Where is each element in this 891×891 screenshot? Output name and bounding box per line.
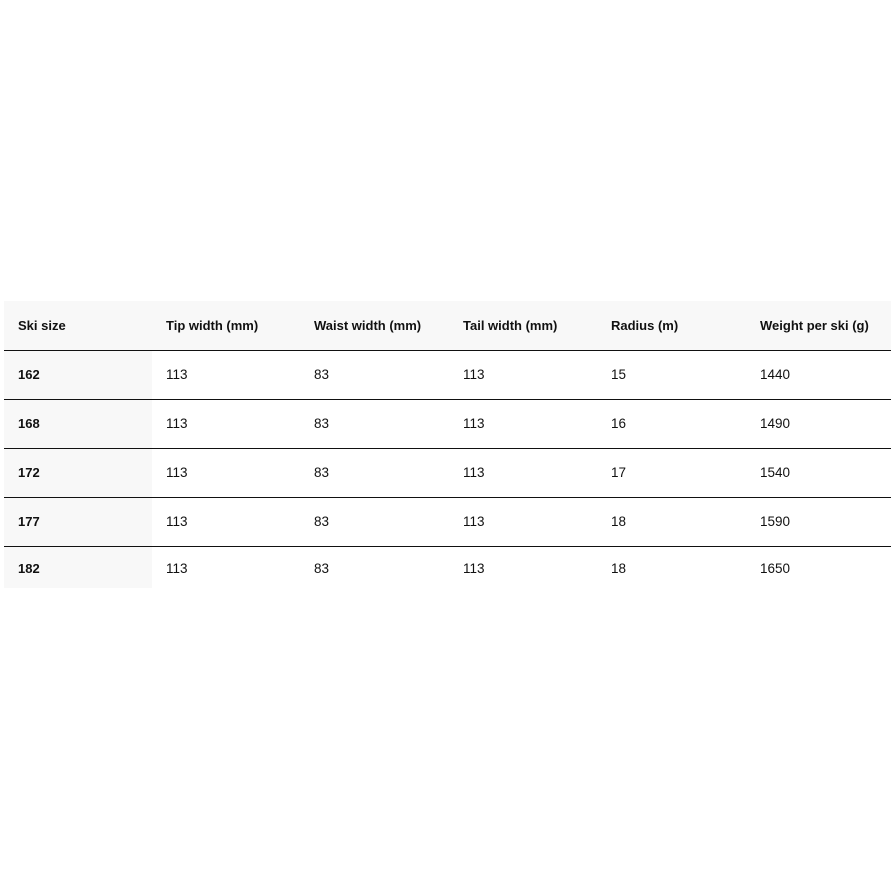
tip-width-cell: 113 [166, 465, 188, 480]
ski-size-cell: 182 [4, 546, 152, 588]
table-row [4, 350, 891, 399]
weight-cell: 1490 [760, 416, 791, 431]
tail-width-cell: 113 [463, 367, 485, 382]
waist-width-cell: 83 [314, 465, 330, 480]
header-radius: Radius (m) [611, 317, 679, 333]
header-ski-size: Ski size [18, 317, 66, 333]
tip-width-cell: 113 [166, 416, 188, 431]
tail-width-cell: 113 [463, 416, 485, 431]
table-row [4, 546, 891, 588]
tail-width-cell: 113 [463, 560, 485, 576]
waist-width-cell: 83 [314, 367, 330, 382]
header-tail-width: Tail width (mm) [463, 317, 558, 333]
tip-width-cell: 113 [166, 367, 188, 382]
table-row [4, 448, 891, 497]
radius-cell: 16 [611, 416, 627, 431]
waist-width-cell: 83 [314, 560, 330, 576]
waist-width-cell: 83 [314, 514, 330, 529]
ski-size-cell: 172 [4, 448, 152, 497]
table-row [4, 497, 891, 546]
weight-cell: 1540 [760, 465, 791, 480]
table-row [4, 399, 891, 448]
waist-width-cell: 83 [314, 416, 330, 431]
table-body [4, 350, 891, 588]
radius-cell: 18 [611, 514, 627, 529]
tip-width-cell: 113 [166, 514, 188, 529]
ski-size-cell: 162 [4, 350, 152, 399]
table-header [4, 301, 891, 350]
ski-size-cell: 177 [4, 497, 152, 546]
weight-cell: 1650 [760, 560, 791, 576]
radius-cell: 15 [611, 367, 627, 382]
weight-cell: 1440 [760, 367, 791, 382]
header-tip-width: Tip width (mm) [166, 317, 259, 333]
header-waist-width: Waist width (mm) [314, 317, 422, 333]
header-row [4, 301, 891, 350]
tip-width-cell: 113 [166, 560, 188, 576]
ski-spec-table [4, 301, 891, 588]
tail-width-cell: 113 [463, 465, 485, 480]
weight-cell: 1590 [760, 514, 791, 529]
radius-cell: 18 [611, 560, 627, 576]
radius-cell: 17 [611, 465, 627, 480]
tail-width-cell: 113 [463, 514, 485, 529]
header-weight: Weight per ski (g) [760, 317, 869, 333]
ski-size-cell: 168 [4, 399, 152, 448]
